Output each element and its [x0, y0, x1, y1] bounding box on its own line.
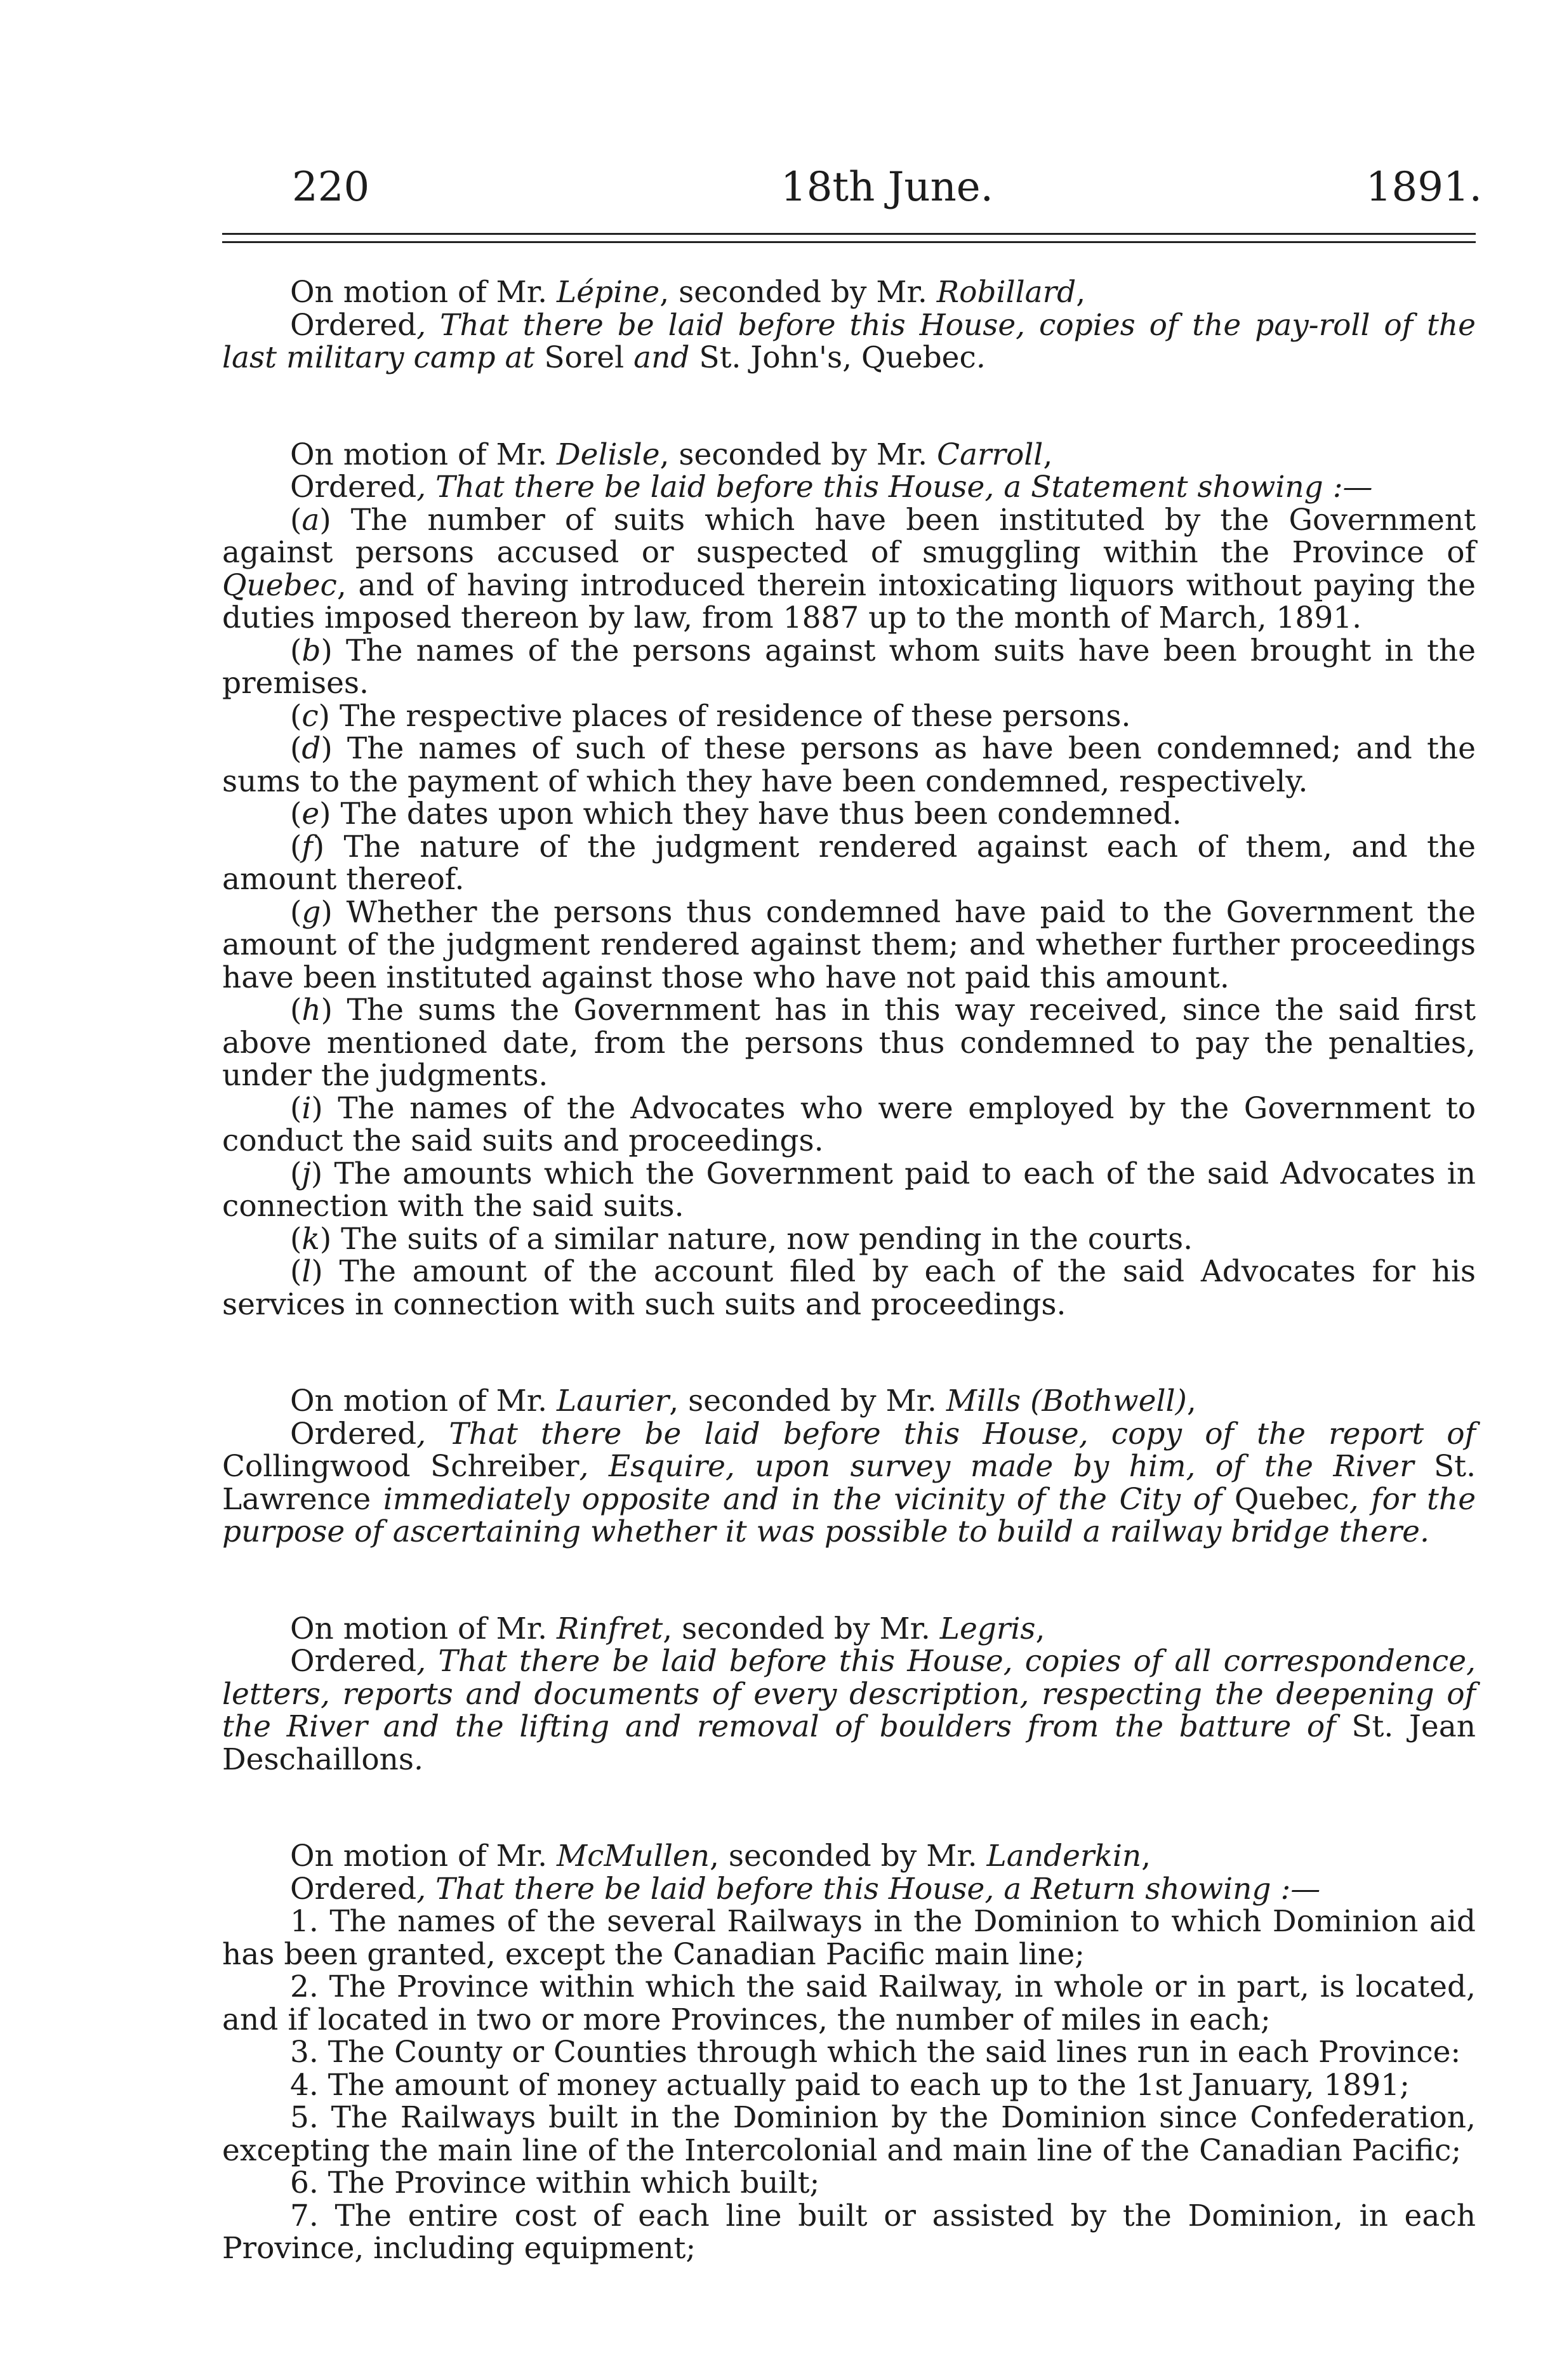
italic-text: , for the purpose of ascertaining whether it was possible to build a railway bridge there.: [222, 1481, 1476, 1549]
roman-text: On motion of Mr.: [290, 275, 557, 310]
roman-text: , seconded by Mr.: [709, 1839, 987, 1874]
motion-paragraph: [222, 1255, 1476, 1321]
motion-paragraph: [222, 1905, 1476, 1971]
roman-text: Ordered: [290, 1644, 417, 1679]
roman-text: Ordered: [290, 1416, 417, 1451]
motion-block: [222, 1385, 1476, 1549]
roman-text: On motion of Mr.: [290, 1384, 557, 1418]
roman-text: ) The suits of a similar nature, now pending in the courts.: [319, 1221, 1193, 1257]
roman-text: (: [290, 829, 302, 864]
motion-paragraph: [222, 1873, 1476, 1906]
motion-intro: [222, 1385, 1476, 1418]
motion-paragraph: [222, 504, 1476, 635]
motion-paragraph: [222, 1092, 1476, 1158]
page-year: 1891.: [1365, 164, 1482, 211]
motion-paragraph: [222, 2036, 1476, 2069]
italic-text: Rinfret: [556, 1611, 663, 1646]
italic-text: e: [301, 797, 320, 831]
roman-text: ) The sums the Government has in this way received, since the said first above mentioned date, from the persons thus condemned to pay the penalties, under the judgments.: [222, 993, 1476, 1093]
italic-text: j: [301, 1156, 311, 1191]
roman-text: ,: [1043, 437, 1053, 472]
motion-paragraph: [222, 1223, 1476, 1256]
motion-paragraph: [222, 798, 1476, 831]
roman-text: ,: [1186, 1384, 1196, 1418]
motion-paragraph: [222, 635, 1476, 700]
roman-text: ) The amount of the account filed by each of the said Advocates for his services in connection with such suits and proceedings.: [222, 1254, 1476, 1322]
roman-text: , and of having introduced therein intoxicating liquors without paying the duties imposed thereon by law, from 1887 up to the month of March, 1891.: [222, 567, 1476, 635]
roman-text: (: [290, 993, 302, 1028]
roman-text: 5. The Railways built in the Dominion by the Dominion since Confederation, excepting the main line of the Intercolonial and main line of the Canadian Pacific;: [222, 2100, 1476, 2168]
motion-paragraph: [222, 2167, 1476, 2200]
roman-text: (: [290, 1221, 302, 1257]
roman-text: 7. The entire cost of each line built or assisted by the Dominion, in each Province, including equipment;: [222, 2198, 1476, 2266]
italic-text: k: [301, 1221, 320, 1257]
header-rule-bottom: [222, 241, 1476, 243]
motion-paragraph: [222, 700, 1476, 733]
roman-text: ) The names of the persons against whom suits have been brought in the premises.: [222, 633, 1476, 701]
motion-paragraph: [222, 732, 1476, 798]
italic-text: , That there be laid before this House, a Statement showing :—: [416, 470, 1373, 505]
motion-block: [222, 1840, 1476, 2265]
header-rule-top: [222, 233, 1476, 235]
italic-text: f: [301, 829, 313, 864]
italic-text: Landerkin: [986, 1839, 1142, 1874]
italic-text: d: [301, 731, 321, 766]
motion-intro: [222, 439, 1476, 472]
roman-text: (: [290, 894, 302, 930]
roman-text: On motion of Mr.: [290, 437, 557, 472]
roman-text: ) The nature of the judgment rendered against each of them, and the amount thereof.: [222, 829, 1476, 897]
italic-text: Delisle: [556, 437, 660, 472]
italic-text: h: [301, 993, 321, 1028]
motion-paragraph: [222, 994, 1476, 1092]
italic-text: , That there be laid before this House, copies of the pay-roll of the last military camp at: [222, 307, 1476, 375]
page-header: [292, 162, 1482, 213]
italic-text: b: [301, 633, 321, 668]
roman-text: ) The number of suits which have been instituted by the Government against persons accused or suspected of smuggling within the Province of: [222, 502, 1476, 570]
roman-text: (: [290, 731, 302, 766]
motion-paragraph: [222, 2200, 1476, 2265]
italic-text: immediately opposite and in the vicinity of the City of: [371, 1481, 1235, 1517]
italic-text: l: [301, 1254, 312, 1289]
roman-text: Quebec: [1234, 1481, 1349, 1517]
italic-text: , That there be laid before this House, copies of all correspondence, letters, reports and documents of every description, respecting the deepening of the River and the lifting and removal of boulders from the batture of: [222, 1644, 1476, 1744]
motion-paragraph: [222, 896, 1476, 995]
roman-text: , seconded by Mr.: [669, 1384, 946, 1418]
italic-text: a: [301, 502, 320, 538]
italic-text: Lépine: [556, 275, 660, 310]
roman-text: (: [290, 797, 302, 831]
roman-text: Ordered: [290, 307, 417, 343]
motion-paragraph: [222, 1418, 1476, 1549]
motion-block: [222, 276, 1476, 374]
roman-text: , seconded by Mr.: [659, 275, 937, 310]
motion-paragraph: [222, 1158, 1476, 1223]
roman-text: 1. The names of the several Railways in the Dominion to which Dominion aid has been granted, except the Canadian Pacific main line;: [222, 1904, 1476, 1972]
motion-paragraph: [222, 1645, 1476, 1776]
roman-text: ,: [1076, 275, 1086, 310]
roman-text: (: [290, 698, 302, 734]
motion-paragraph: [222, 2101, 1476, 2167]
italic-text: Mills (Bothwell): [946, 1384, 1187, 1418]
roman-text: ,: [1035, 1611, 1045, 1646]
roman-text: (: [290, 1254, 302, 1289]
roman-text: (: [290, 633, 302, 668]
motion-intro: [222, 276, 1476, 309]
motion-paragraph: [222, 831, 1476, 896]
roman-text: 2. The Province within which the said Railway, in whole or in part, is located, and if located in two or more Provinces, the number of miles in each;: [222, 1969, 1476, 2037]
italic-text: , That there be laid before this House, a Return showing :—: [416, 1871, 1321, 1907]
roman-text: On motion of Mr.: [290, 1839, 557, 1874]
italic-text: Robillard: [936, 275, 1076, 310]
motion-paragraph: [222, 2069, 1476, 2102]
italic-text: c: [301, 698, 319, 734]
motion-paragraph: [222, 1971, 1476, 2036]
roman-text: ) The names of such of these persons as have been condemned; and the sums to the payment of which they have been condemned, respectively.: [222, 731, 1476, 799]
roman-text: St. Lawrence: [222, 1449, 1476, 1517]
roman-text: St. John's, Quebec: [699, 340, 976, 375]
motion-intro: [222, 1840, 1476, 1873]
roman-text: On motion of Mr.: [290, 1611, 557, 1646]
roman-text: Ordered: [290, 1871, 417, 1907]
motion-block: [222, 439, 1476, 1321]
roman-text: Ordered: [290, 470, 417, 505]
motion-paragraph: [222, 471, 1476, 504]
page-date: 18th June.: [780, 164, 994, 211]
motion-intro: [222, 1613, 1476, 1646]
italic-text: i: [301, 1090, 312, 1126]
motion-block: [222, 1613, 1476, 1776]
italic-text: Laurier: [556, 1384, 670, 1418]
roman-text: St. Jean Deschaillons: [222, 1709, 1476, 1777]
roman-text: ,: [1141, 1839, 1151, 1874]
roman-text: 4. The amount of money actually paid to each up to the 1st January, 1891;: [290, 2067, 1410, 2103]
italic-text: .: [414, 1742, 423, 1777]
italic-text: McMullen: [556, 1839, 710, 1874]
journal-body: [222, 276, 1476, 2265]
roman-text: 6. The Province within which built;: [290, 2165, 820, 2200]
roman-text: ) The amounts which the Government paid to each of the said Advocates in connection with the said suits.: [222, 1156, 1476, 1224]
roman-text: ) The names of the Advocates who were employed by the Government to conduct the said suits and proceedings.: [222, 1090, 1476, 1158]
roman-text: (: [290, 1156, 302, 1191]
motion-paragraph: [222, 309, 1476, 374]
italic-text: and: [624, 340, 699, 375]
roman-text: Sorel: [544, 340, 625, 375]
roman-text: (: [290, 1090, 302, 1126]
roman-text: ) Whether the persons thus condemned have paid to the Government the amount of the judgment rendered against them; and whether further proceedings have been instituted against those who have not paid this amount.: [222, 894, 1476, 995]
roman-text: (: [290, 502, 302, 538]
roman-text: ) The respective places of residence of these persons.: [318, 698, 1131, 734]
italic-text: g: [301, 894, 321, 930]
page-number: 220: [292, 164, 370, 211]
italic-text: Legris: [939, 1611, 1036, 1646]
italic-text: .: [976, 340, 986, 375]
roman-text: Collingwood Schreiber: [222, 1449, 580, 1484]
roman-text: ) The dates upon which they have thus been condemned.: [319, 797, 1182, 831]
roman-text: , seconded by Mr.: [659, 437, 937, 472]
roman-text: 3. The County or Counties through which the said lines run in each Province:: [290, 2035, 1461, 2070]
roman-text: , seconded by Mr.: [663, 1611, 940, 1646]
italic-text: Quebec: [222, 567, 337, 603]
italic-text: , Esquire, upon survey made by him, of the River: [579, 1449, 1434, 1484]
italic-text: , That there be laid before this House, copy of the report of: [416, 1416, 1476, 1451]
italic-text: Carroll: [937, 437, 1043, 472]
